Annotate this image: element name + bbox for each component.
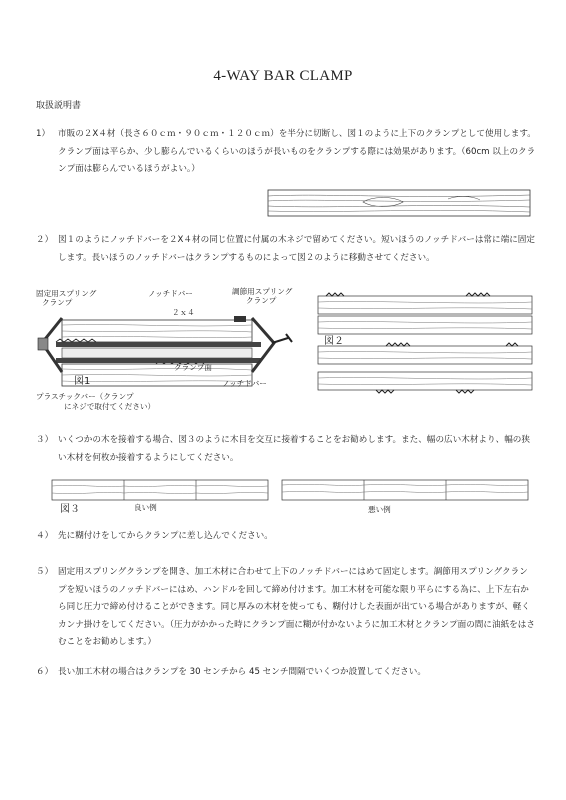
figure-2-caption: 図２ <box>324 336 344 347</box>
section-2 <box>36 232 536 267</box>
section-number: ２） <box>36 235 54 245</box>
figure-3-grain-examples <box>52 478 530 516</box>
figure-1-clamp-assembly <box>36 288 302 418</box>
section-text: 図１のようにノッチドバーを２X４材の同じ位置に付属の木ネジで留めてください。短いほうのノッチドバーは常に端に固定します。長いほうのノッチドバーはクランプするものによって図２のように移動させてください。 <box>58 235 535 263</box>
figure-2-bar-positions <box>316 294 534 402</box>
section-text: 先に糊付けをしてからクランプに差し込んでください。 <box>58 531 273 541</box>
manual-subtitle: 取扱説明書 <box>36 101 82 111</box>
section-number: ６） <box>36 667 54 677</box>
section-3 <box>36 432 536 467</box>
figure-1-caption: 図1 <box>74 376 91 387</box>
section-4 <box>36 528 536 546</box>
section-number: ５） <box>36 567 54 577</box>
section-text: 固定用スプリングクランプを開き、加工木材に合わせて上下のノッチドバーにはめて固定します。調節用スプリングクランプを短いほうのノッチドバーにはめ、ハンドルを回して締め付けます。加工木材を可能な限り平らにする為に、上下左右から同じ圧力で締め付けることができます。同じ厚みの木材を使っても、糊付けした表面が出ている場合がありますが、軽くカンナ掛けをしてください。（圧力がかかった時にクランプ面に糊が付かないように加工木材とクランプ面の間に油紙をはさむことをお勧めします。） <box>58 567 535 647</box>
section-number: ４） <box>36 531 54 541</box>
section-text: 長い加工木材の場合はクランプを 30 センチから 45 センチ間隔でいくつか設置してください。 <box>58 667 426 677</box>
label-adjust-clamp-2: クランプ <box>246 296 277 305</box>
label-plastic-bar-1: プラスチックバー（クランプ <box>36 392 134 401</box>
label-adjust-clamp-1: 調節用スプリング <box>232 287 293 296</box>
section-6 <box>36 664 536 682</box>
page-title: 4-WAY BAR CLAMP <box>213 68 353 84</box>
section-5 <box>36 564 536 652</box>
section-number: 1） <box>36 129 51 139</box>
section-1 <box>36 126 536 179</box>
label-fixed-clamp-1: 固定用スプリング <box>36 289 97 298</box>
bad-example-label: 悪い例 <box>368 505 391 514</box>
label-fixed-clamp-2: クランプ <box>42 298 73 307</box>
label-notched-bar-top: ノッチドバー <box>148 289 193 298</box>
label-clamp-face: クランプ面 <box>174 363 212 372</box>
label-plastic-bar-2: にネジで取付てください） <box>64 402 156 411</box>
section-text: いくつかの木を接着する場合、図３のように木目を交互に接着することをお勧めします。また、幅の広い木材より、幅の狭い木材を何枚か接着するようにしてください。 <box>58 435 530 463</box>
label-2x4: ２ｘ４ <box>172 308 195 317</box>
good-example-label: 良い例 <box>134 503 157 512</box>
section-number: ３） <box>36 435 54 445</box>
figure-3-caption: 図３ <box>60 504 80 515</box>
label-notched-bar-bottom: ノッチドバー <box>222 379 267 388</box>
section-text: 市販の２X４材（長さ６０ｃｍ・９０ｃｍ・１２０ｃｍ）を半分に切断し、図１のように上下のクランプとして使用します。クランプ面は平らか、少し膨らんでいるくらいのほうが長いものをクランプする際には効果があります。（60cm 以上のクランプ面は膨らんでいるほうがよい。） <box>58 129 536 174</box>
wood-plank-illustration <box>268 190 530 216</box>
